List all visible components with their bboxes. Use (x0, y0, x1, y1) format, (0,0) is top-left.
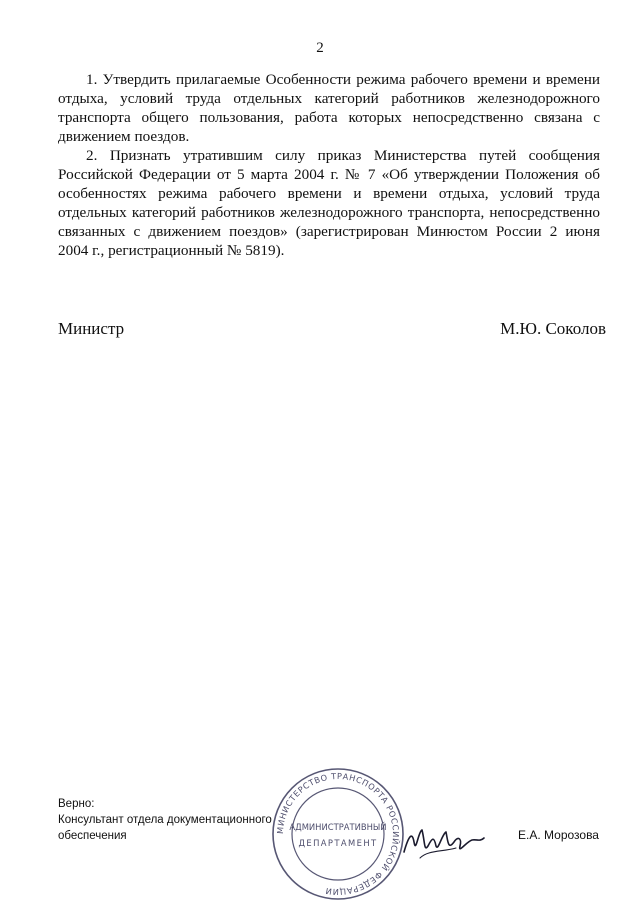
certifier-position-line-2: обеспечения (58, 830, 127, 842)
official-stamp (270, 766, 406, 902)
certifier-name: Е.А. Морозова (518, 828, 599, 842)
page-number: 2 (316, 40, 324, 56)
svg-text:МИНИСТЕРСТВО ТРАНСПОРТА РОССИЙ (275, 771, 402, 897)
paragraph-2: 2. Признать утратившим силу приказ Министерства путей сообщения Российской Федерации от 5 марта 2004 г. № 7 «Об утверждении Положения об особенностях режима рабочего времени и времени отдыха, условий труда отдельных категорий работников железнодорожного транспорта, непосредственно связанных с движением поездов» (зарегистрирован Минюстом России 2 июня 2004 г., регистрационный № 5819). (58, 147, 600, 259)
stamp-line-1: АДМИНИСТРАТИВНЫЙ (289, 822, 387, 832)
signatory-title: Министр (58, 319, 125, 338)
certification-block (58, 796, 272, 844)
signatory-name: М.Ю. Соколов (500, 319, 606, 338)
stamp-ring-text: МИНИСТЕРСТВО ТРАНСПОРТА РОССИЙСКОЙ ФЕДЕРАЦИИ (274, 770, 402, 898)
certifier-position-line-1: Консультант отдела документационного (58, 814, 272, 826)
certification-label: Верно: (58, 798, 95, 810)
handwritten-signature (398, 812, 488, 868)
stamp-line-2: ДЕПАРТАМЕНТ (298, 838, 378, 848)
paragraph-1: 1. Утвердить прилагаемые Особенности режима рабочего времени и времени отдыха, условий труда отдельных категорий работников железнодорожного транспорта общего пользования, работа которых непосредственно связана с движением поездов. (58, 71, 600, 145)
document-body (58, 70, 600, 260)
